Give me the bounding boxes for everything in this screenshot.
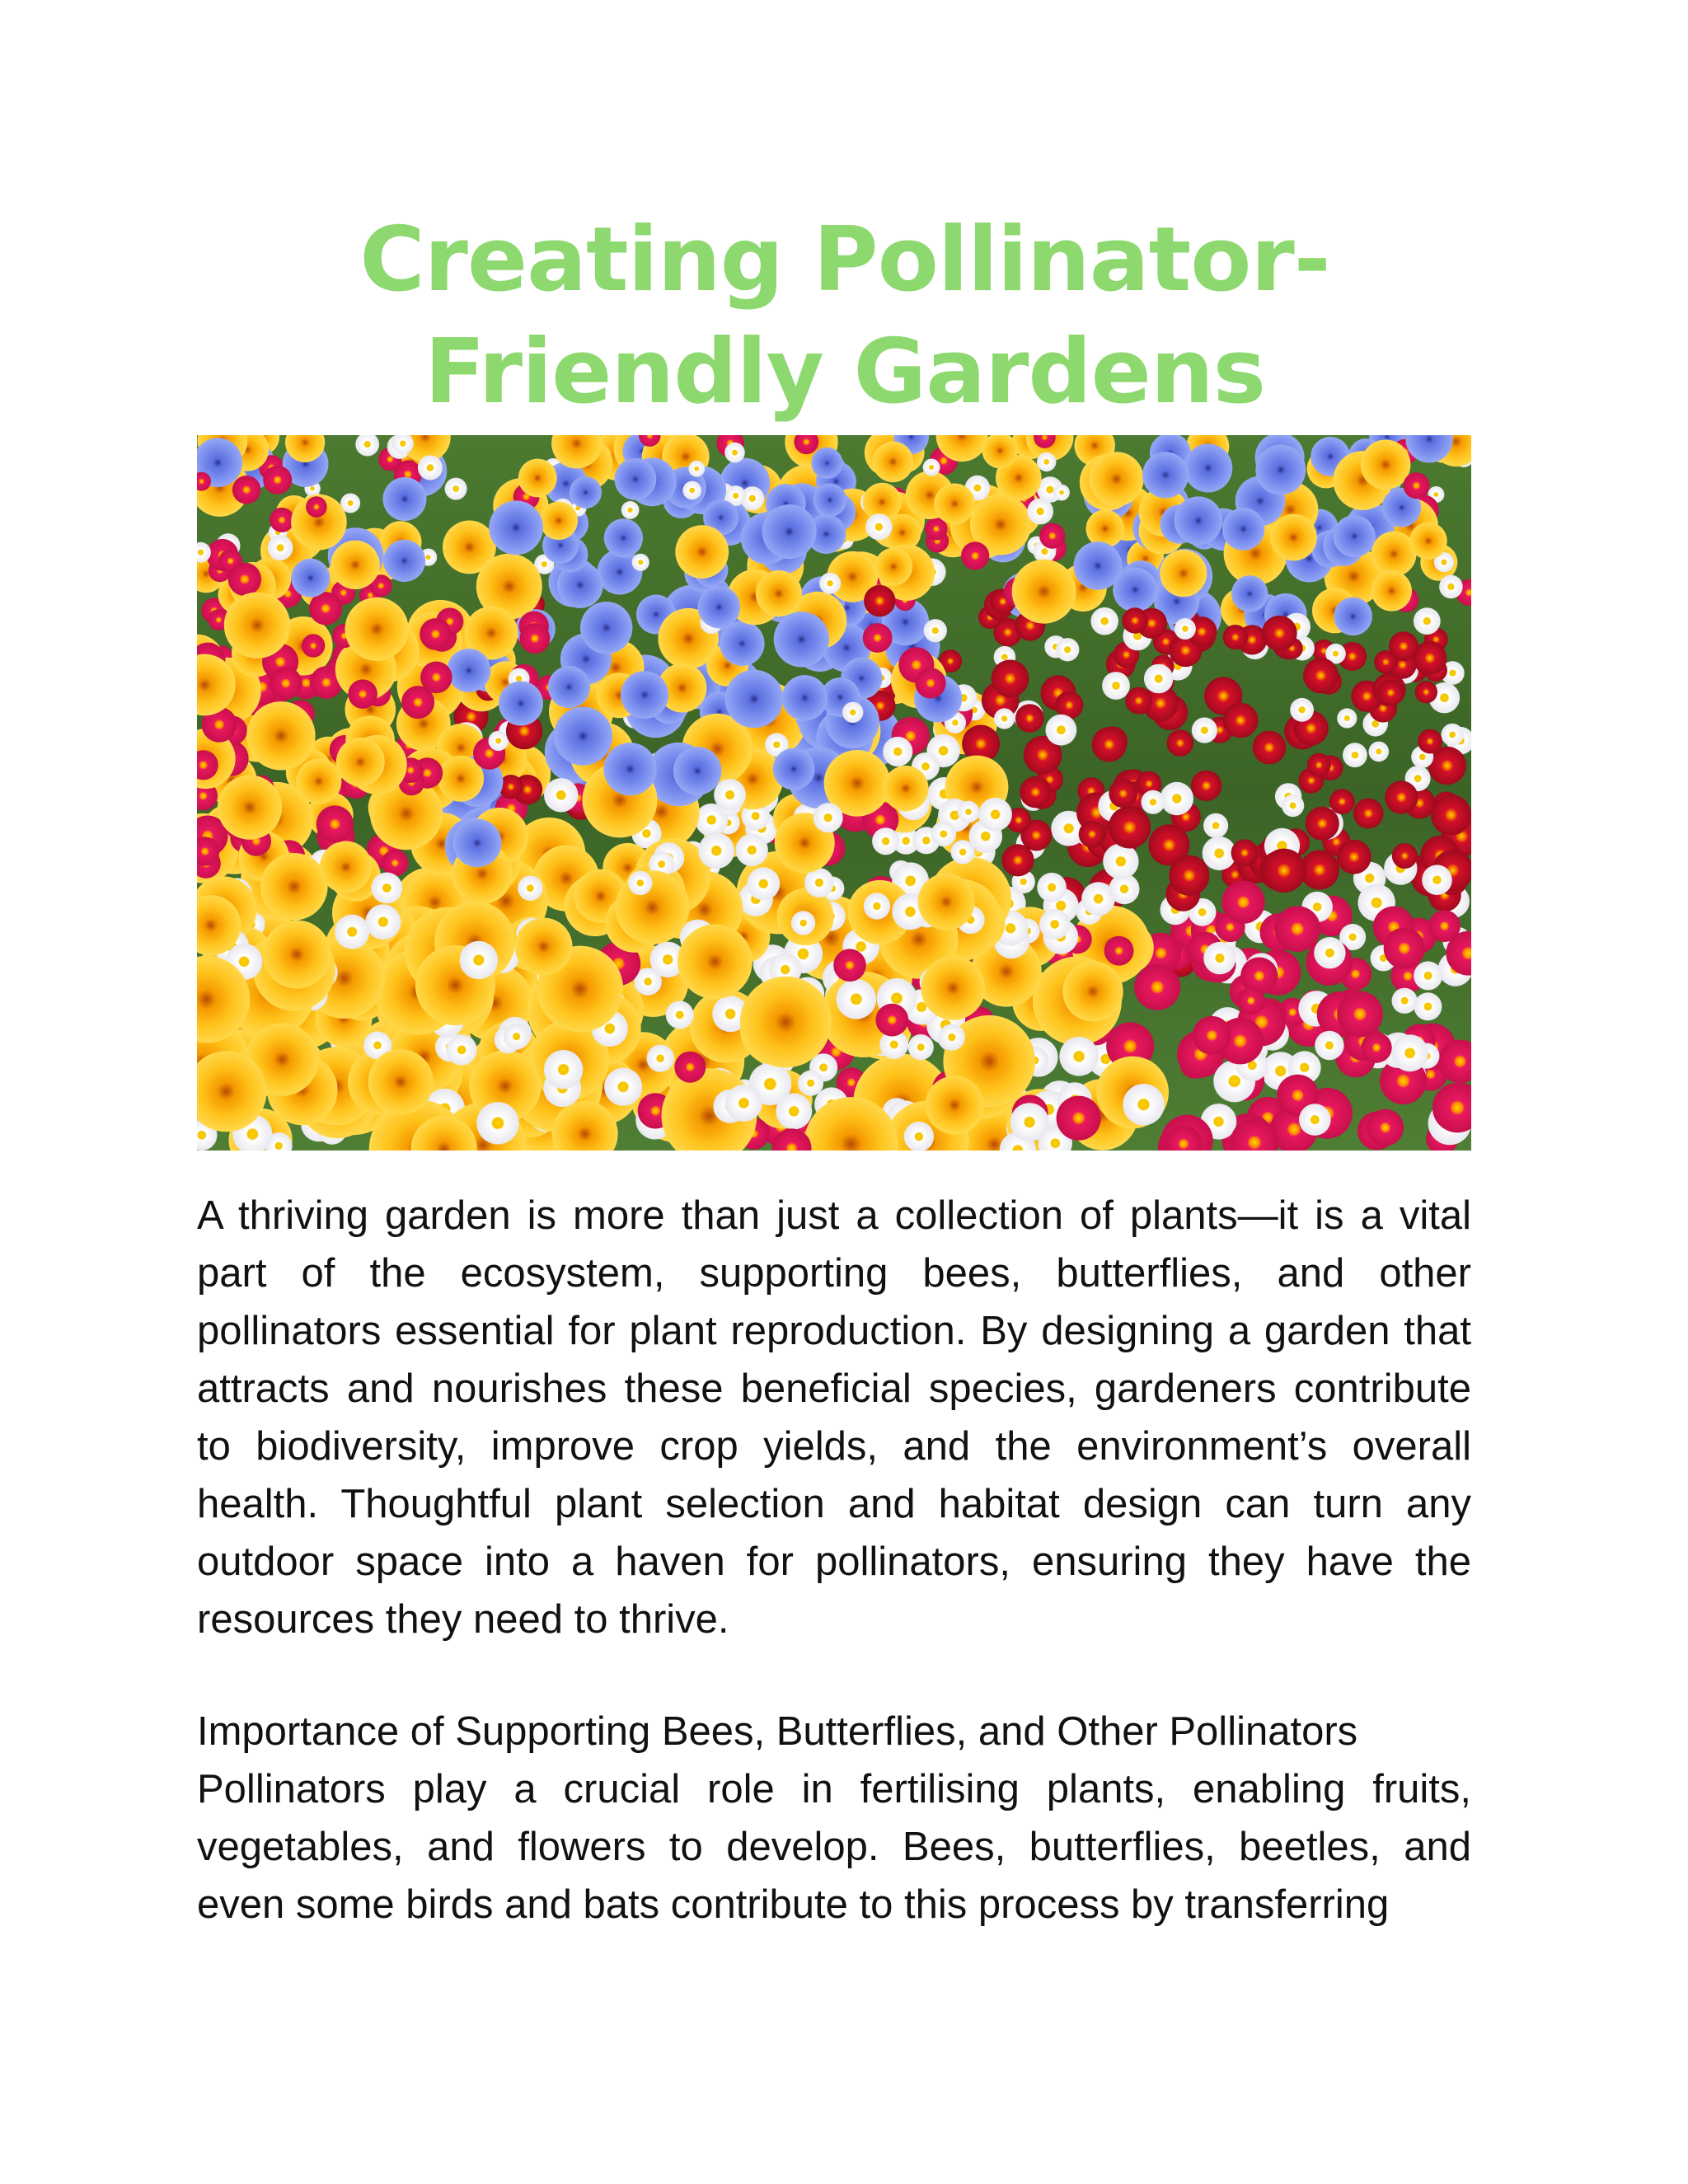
flower-red bbox=[1231, 839, 1259, 866]
flower-yellow bbox=[296, 758, 341, 804]
flower-blue bbox=[383, 540, 425, 582]
flower-yellow bbox=[320, 841, 372, 893]
flower-red bbox=[1223, 703, 1259, 738]
flower-blue bbox=[814, 484, 847, 518]
flower-red bbox=[1303, 658, 1339, 693]
flower-white bbox=[1203, 813, 1228, 838]
flower-pink bbox=[382, 850, 408, 876]
flower-pink bbox=[1384, 928, 1425, 969]
flower-red bbox=[1079, 821, 1106, 848]
flower-blue bbox=[603, 743, 656, 795]
flower-white bbox=[698, 832, 734, 869]
hero-image bbox=[197, 435, 1471, 1151]
flower-white bbox=[1391, 1034, 1428, 1071]
flower-pink bbox=[1134, 964, 1180, 1010]
flower-white bbox=[798, 1071, 823, 1096]
flower-white bbox=[714, 779, 746, 811]
flower-white bbox=[872, 827, 899, 855]
flower-white bbox=[1102, 672, 1130, 700]
intro-paragraph: A thriving garden is more than just a collection of plants—it is a vital part of the ecosystem, supporting bees, butterflies, and other pollinators essential for plant reproduction. By designing a garden that attracts and nourishes these beneficial species, gardeners contribute to biodiversity, improve crop yields, and the environment’s overall health. Thoughtful plant selection and habitat design can turn any outdoor space into a haven for pollinators, ensuring they have the resources they need to thrive. bbox=[197, 1193, 1471, 1642]
flower-white bbox=[1314, 937, 1345, 968]
flower-white bbox=[1203, 942, 1236, 974]
flower-white bbox=[632, 554, 649, 571]
flower-blue bbox=[1142, 452, 1189, 498]
flower-pink bbox=[270, 667, 302, 700]
flower-white bbox=[931, 822, 957, 847]
flower-white bbox=[923, 459, 940, 476]
flower-blue bbox=[720, 621, 764, 666]
flower-yellow bbox=[1089, 452, 1143, 506]
flower-pink bbox=[1221, 881, 1264, 924]
flower-white bbox=[814, 803, 843, 832]
flower-white bbox=[1439, 575, 1463, 599]
flower-red bbox=[1307, 753, 1331, 777]
flower-red bbox=[1329, 789, 1355, 814]
flower-yellow bbox=[1361, 440, 1411, 490]
flower-pink bbox=[228, 563, 261, 596]
flower-yellow bbox=[331, 541, 379, 589]
flower-pink bbox=[674, 1052, 706, 1083]
flower-white bbox=[1039, 909, 1070, 940]
flower-red bbox=[864, 585, 895, 616]
flower-yellow bbox=[1086, 509, 1124, 547]
flower-blue bbox=[1255, 445, 1306, 495]
flower-white bbox=[924, 619, 947, 642]
flower-pink bbox=[306, 496, 327, 518]
section-heading: Importance of Supporting Bees, Butterflies, and Other Pollinators bbox=[197, 1709, 1358, 1754]
flower-white bbox=[1337, 708, 1357, 728]
flower-white bbox=[1414, 607, 1441, 635]
flower-white bbox=[544, 778, 578, 812]
flower-blue bbox=[811, 448, 842, 479]
flower-red bbox=[1122, 607, 1147, 633]
flower-white bbox=[776, 1093, 812, 1129]
flower-white bbox=[1414, 992, 1442, 1020]
flower-blue bbox=[698, 586, 740, 628]
flower-pink bbox=[863, 623, 893, 653]
flower-red bbox=[1191, 771, 1221, 801]
flower-blue bbox=[554, 707, 612, 766]
page-title: Creating Pollinator-Friendly Gardens bbox=[359, 209, 1330, 424]
flower-white bbox=[1046, 715, 1077, 746]
flower-red bbox=[1109, 779, 1137, 808]
flower-blue bbox=[621, 671, 668, 719]
flower-yellow bbox=[918, 874, 975, 930]
flower-pink bbox=[232, 476, 261, 504]
flower-red bbox=[1125, 687, 1152, 715]
flower-white bbox=[1192, 718, 1217, 743]
flower-white bbox=[1160, 782, 1193, 815]
flower-white bbox=[1282, 794, 1304, 817]
flower-pink bbox=[1404, 472, 1430, 499]
flower-white bbox=[1037, 873, 1067, 902]
flower-yellow bbox=[246, 701, 315, 770]
flower-white bbox=[1103, 844, 1138, 879]
flower-white bbox=[628, 871, 652, 895]
flower-white bbox=[904, 1122, 934, 1151]
flower-blue bbox=[1184, 444, 1232, 493]
flower-red bbox=[1262, 616, 1297, 651]
flower-red bbox=[1092, 727, 1127, 762]
flower-yellow bbox=[368, 1049, 434, 1114]
flower-yellow bbox=[336, 738, 385, 786]
flower-white bbox=[682, 481, 701, 500]
flower-white bbox=[1414, 961, 1442, 990]
flower-white bbox=[688, 461, 705, 477]
flower-pink bbox=[316, 805, 354, 842]
flower-pink bbox=[833, 949, 866, 982]
flower-white bbox=[1141, 790, 1165, 814]
flower-white bbox=[1343, 743, 1367, 767]
flower-white bbox=[883, 737, 912, 766]
flower-white bbox=[1392, 988, 1418, 1014]
flower-white bbox=[1123, 1084, 1164, 1125]
flower-yellow bbox=[678, 925, 753, 1000]
flower-pink bbox=[915, 668, 945, 698]
flower-red bbox=[1109, 806, 1151, 848]
flower-blue bbox=[1334, 598, 1372, 636]
flower-pink bbox=[420, 618, 452, 650]
flower-yellow bbox=[1372, 570, 1412, 611]
flower-white bbox=[1037, 452, 1056, 471]
flower-yellow bbox=[224, 593, 290, 658]
flower-white bbox=[335, 915, 369, 949]
flower-white bbox=[518, 876, 542, 901]
flower-white bbox=[837, 979, 877, 1019]
flower-red bbox=[1353, 799, 1384, 829]
flower-pink bbox=[348, 679, 377, 709]
flower-red bbox=[1431, 794, 1471, 835]
flower-pink bbox=[1057, 1096, 1101, 1141]
flower-white bbox=[1299, 1104, 1331, 1136]
flower-yellow bbox=[883, 766, 928, 811]
flower-blue bbox=[1231, 575, 1268, 612]
flower-yellow bbox=[260, 853, 328, 921]
flower-white bbox=[365, 904, 401, 940]
flower-blue bbox=[499, 682, 543, 726]
flower-yellow bbox=[518, 459, 557, 498]
flower-pink bbox=[1237, 987, 1265, 1015]
flower-yellow bbox=[263, 921, 331, 989]
flower-yellow bbox=[1012, 560, 1076, 624]
flower-white bbox=[791, 911, 815, 935]
flower-blue bbox=[773, 748, 815, 790]
flower-pink bbox=[420, 662, 452, 694]
flower-white bbox=[1175, 618, 1196, 640]
flower-red bbox=[1253, 731, 1287, 765]
flower-red bbox=[1169, 855, 1209, 896]
flower-blue bbox=[1334, 515, 1376, 557]
flower-pink bbox=[961, 541, 989, 569]
flower-blue bbox=[1113, 568, 1157, 612]
flower-white bbox=[939, 1024, 965, 1051]
flower-white bbox=[476, 1102, 518, 1144]
flower-white bbox=[865, 513, 892, 540]
flower-white bbox=[445, 478, 467, 500]
flower-white bbox=[544, 1050, 583, 1089]
flower-yellow bbox=[874, 548, 912, 586]
flower-red bbox=[1015, 704, 1044, 733]
flower-pink bbox=[875, 1004, 908, 1037]
flower-white bbox=[1010, 1103, 1049, 1141]
flower-red bbox=[1306, 807, 1339, 841]
flower-white bbox=[1027, 499, 1053, 525]
flower-white bbox=[1369, 742, 1390, 762]
flower-red bbox=[1020, 776, 1051, 808]
flower-blue bbox=[782, 675, 828, 720]
section-paragraph: Pollinators play a crucial role in fertilising plants, enabling fruits, vegetables, and flowers to develop. Bees, butterflies, beetles, and even some birds and bats contribute to this process by transferring bbox=[197, 1767, 1471, 1927]
flower-white bbox=[447, 1034, 477, 1065]
flower-pink bbox=[1362, 1033, 1392, 1063]
flower-pink bbox=[1039, 523, 1065, 549]
flower-red bbox=[1392, 843, 1418, 869]
flower-blue bbox=[762, 504, 817, 559]
flower-pink bbox=[302, 634, 325, 657]
flower-pink bbox=[1274, 906, 1320, 952]
flower-blue bbox=[774, 612, 829, 667]
flower-pink bbox=[1337, 991, 1383, 1038]
flower-white bbox=[460, 941, 498, 979]
flower-yellow bbox=[515, 918, 573, 976]
flower-yellow bbox=[921, 956, 985, 1020]
flower-white bbox=[978, 798, 1012, 832]
flower-yellow bbox=[740, 977, 832, 1068]
flower-yellow bbox=[345, 598, 409, 661]
flower-white bbox=[736, 834, 768, 866]
flower-white bbox=[908, 1034, 934, 1060]
flower-red bbox=[1385, 780, 1418, 813]
flower-white bbox=[1090, 607, 1118, 635]
flower-white bbox=[864, 893, 890, 919]
flower-pink bbox=[1193, 1016, 1231, 1055]
flower-white bbox=[268, 535, 293, 560]
flower-pink bbox=[263, 466, 292, 494]
flower-white bbox=[725, 1085, 762, 1122]
flower-white bbox=[666, 1001, 694, 1029]
flower-red bbox=[1167, 729, 1194, 757]
flower-yellow bbox=[616, 870, 690, 944]
flower-yellow bbox=[873, 442, 914, 483]
flower-red bbox=[1415, 681, 1437, 703]
flower-blue bbox=[453, 819, 502, 868]
flower-blue bbox=[548, 666, 590, 708]
flower-blue bbox=[725, 670, 784, 729]
flower-white bbox=[489, 731, 509, 751]
flower-blue bbox=[604, 518, 643, 557]
flower-white bbox=[371, 873, 402, 904]
flower-blue bbox=[673, 747, 722, 795]
flower-blue bbox=[447, 649, 490, 692]
flower-white bbox=[1315, 1031, 1343, 1060]
flower-red bbox=[1418, 729, 1442, 754]
flower-pink bbox=[519, 623, 550, 654]
flower-white bbox=[1059, 1037, 1099, 1076]
flower-yellow bbox=[1409, 523, 1447, 560]
flower-white bbox=[1422, 865, 1452, 895]
flower-white bbox=[958, 801, 980, 823]
flower-red bbox=[1389, 631, 1418, 661]
flower-yellow bbox=[1270, 514, 1317, 561]
flower-white bbox=[724, 443, 745, 463]
flower-blue bbox=[1222, 508, 1265, 551]
flower-yellow bbox=[218, 776, 282, 840]
flower-yellow bbox=[1372, 532, 1417, 577]
flower-yellow bbox=[756, 570, 802, 616]
flower-white bbox=[418, 456, 443, 480]
flower-white bbox=[621, 501, 640, 519]
flower-white bbox=[819, 573, 841, 594]
flower-yellow bbox=[1062, 961, 1123, 1021]
flower-yellow bbox=[675, 525, 729, 579]
flower-yellow bbox=[926, 1076, 984, 1134]
flower-garden-photo-icon bbox=[197, 435, 1471, 1151]
flower-yellow bbox=[934, 484, 975, 525]
flower-white bbox=[1442, 724, 1464, 746]
flower-red bbox=[992, 660, 1029, 698]
flower-blue bbox=[489, 500, 543, 555]
flower-red bbox=[1262, 849, 1306, 893]
flower-red bbox=[1377, 679, 1404, 705]
flower-blue bbox=[291, 559, 330, 598]
flower-white bbox=[604, 1068, 642, 1106]
flower-white bbox=[504, 1024, 530, 1050]
flower-white bbox=[994, 708, 1015, 729]
flower-blue bbox=[580, 602, 632, 654]
flower-blue bbox=[570, 476, 602, 509]
flower-pink bbox=[1104, 936, 1134, 966]
flower-pink bbox=[270, 508, 294, 532]
flower-yellow bbox=[1160, 550, 1207, 597]
flower-white bbox=[647, 1045, 674, 1072]
flower-red bbox=[1337, 840, 1372, 874]
flower-white bbox=[1056, 638, 1079, 661]
flower-white bbox=[1144, 664, 1174, 694]
flower-blue bbox=[383, 477, 427, 521]
flower-white bbox=[1290, 698, 1314, 722]
flower-yellow bbox=[540, 502, 578, 540]
flower-white bbox=[842, 702, 863, 723]
flower-white bbox=[1053, 485, 1070, 501]
flower-pink bbox=[1367, 1109, 1404, 1146]
flower-blue bbox=[615, 458, 657, 500]
flower-red bbox=[1223, 625, 1248, 649]
flower-blue bbox=[1175, 496, 1223, 545]
flower-white bbox=[747, 867, 780, 900]
